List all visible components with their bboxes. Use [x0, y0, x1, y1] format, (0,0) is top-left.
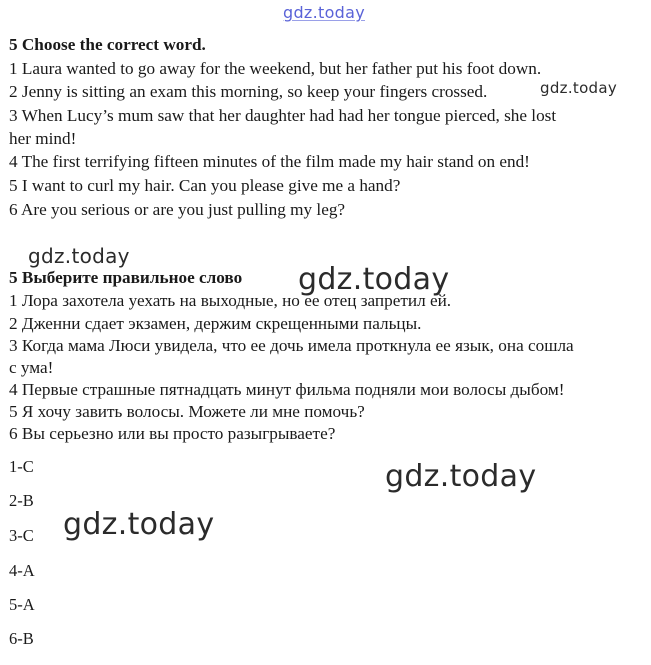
answer-3: 3-C [9, 526, 34, 545]
answer-2: 2-B [9, 491, 34, 510]
answer-4: 4-A [9, 561, 35, 580]
russian-line-2: 2 Дженни сдает экзамен, держим скрещенными пальцы. [9, 314, 422, 333]
answer-5: 5-A [9, 595, 35, 614]
english-heading: 5 Choose the correct word. [9, 35, 206, 54]
watermark-mid-left: gdz.today [28, 244, 130, 268]
watermark-top[interactable]: gdz.today [283, 3, 365, 22]
answer-1: 1-C [9, 457, 34, 476]
watermark-right: gdz.today [385, 459, 537, 494]
russian-line-5: 5 Я хочу завить волосы. Можете ли мне помочь? [9, 402, 365, 421]
russian-line-6: 6 Вы серьезно или вы просто разыгрываете? [9, 424, 336, 443]
english-line-2: 2 Jenny is sitting an exam this morning, so keep your fingers crossed. [9, 82, 488, 101]
english-line-3-cont: her mind! [9, 129, 77, 148]
russian-line-3: 3 Когда мама Люси увидела, что ее дочь имела проткнула ее язык, она сошла [9, 336, 574, 355]
english-line-4: 4 The first terrifying fifteen minutes of the film made my hair stand on end! [9, 152, 530, 171]
russian-line-4: 4 Первые страшные пятнадцать минут фильма подняли мои волосы дыбом! [9, 380, 565, 399]
watermark-mid-center: gdz.today [298, 262, 450, 297]
english-line-5: 5 I want to curl my hair. Can you please give me a hand? [9, 176, 401, 195]
russian-heading: 5 Выберите правильное слово [9, 268, 243, 287]
watermark-bottom-left: gdz.today [63, 507, 215, 542]
english-line-1: 1 Laura wanted to go away for the weekend, but her father put his foot down. [9, 59, 542, 78]
russian-line-3-cont: с ума! [9, 358, 54, 377]
english-line-6: 6 Are you serious or are you just pulling my leg? [9, 200, 346, 219]
watermark-small: gdz.today [540, 79, 618, 97]
english-line-3: 3 When Lucy’s mum saw that her daughter had had her tongue pierced, she lost [9, 106, 557, 125]
answer-6: 6-B [9, 629, 34, 648]
russian-line-1: 1 Лора захотела уехать на выходные, но ее отец запретил ей. [9, 291, 452, 310]
